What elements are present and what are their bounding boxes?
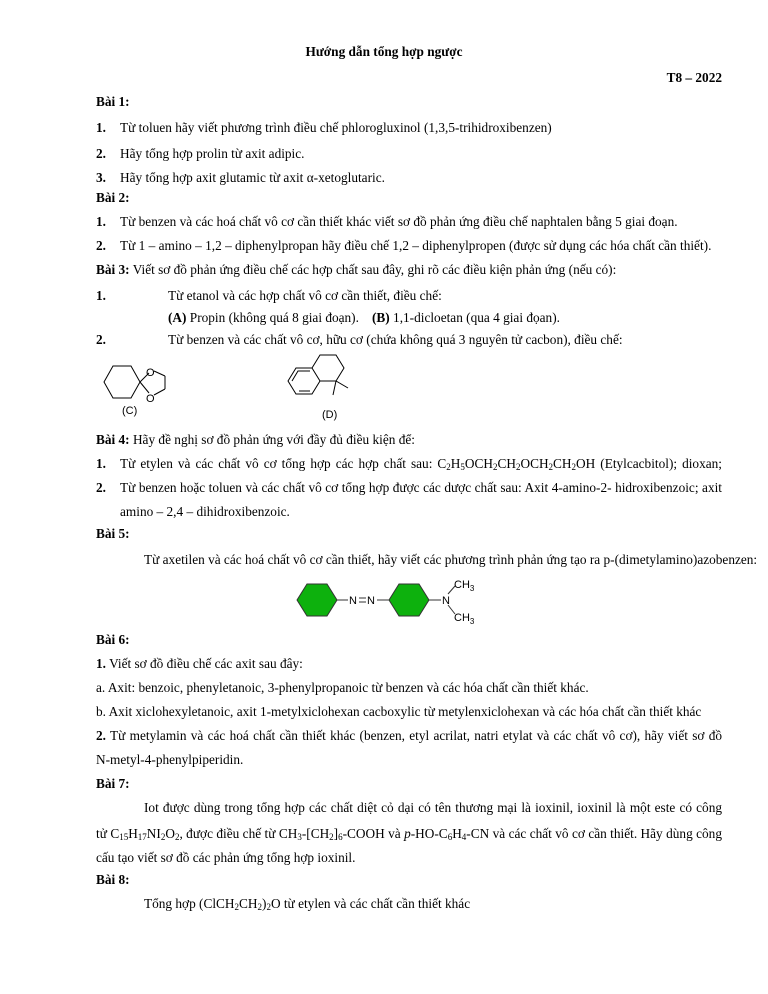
bai7-line1: Iot được dùng trong tổng hợp các chất diệt cỏ dại có tên thương mại là ioxinil, ioxinil là một este có công <box>144 800 722 815</box>
bai1-item1-number: 1. <box>96 120 106 135</box>
bai4-item2-line2: amino – 2,4 – dihidroxibenzoic. <box>120 504 290 519</box>
bai3-b-label: (B) <box>372 310 390 325</box>
structure-c-label: (C) <box>122 405 138 417</box>
bai6-item2-line1 <box>96 728 722 744</box>
bai7-heading: Bài 7: <box>96 776 130 791</box>
text-segment: -[CH <box>301 826 330 841</box>
subscript: 3 <box>297 832 302 842</box>
bai6-item2-line2: N-metyl-4-phenylpiperidin. <box>96 752 244 767</box>
text-segment: CH <box>497 456 516 471</box>
text-segment: ) <box>262 896 267 911</box>
subscript: 4 <box>461 832 467 842</box>
bai6-heading: Bài 6: <box>96 632 130 647</box>
bai3-item2: Từ benzen và các chất vô cơ, hữu cơ (chứa không quá 3 nguyên tử cacbon), điều chế: <box>168 332 623 347</box>
subscript: 2 <box>446 462 451 472</box>
azo-nitrogen-2: N <box>367 595 375 607</box>
bai1-item3-number: 3. <box>96 170 106 185</box>
methyl-top: $CH_3$ <box>454 579 475 593</box>
methyl-bottom: $CH_3$ <box>454 612 475 626</box>
bai4-item2-line1: Từ benzen hoặc toluen và các chất vô cơ tổng hợp được các dược chất sau: Axit 4-amino-2- hidroxibenzoic; axit <box>120 480 722 495</box>
structure-c-oxygen-bottom: O <box>146 393 155 405</box>
text-segment: Tổng hợp (ClCH <box>144 896 235 911</box>
subscript: 6 <box>447 832 453 842</box>
bai3-heading: Bài 3: <box>96 262 130 277</box>
bai2-item1-number: 1. <box>96 214 106 229</box>
structure-c-oxygen-top: O <box>146 367 155 379</box>
italic-segment: p <box>404 826 411 841</box>
bai8-text <box>144 896 470 912</box>
text-segment: OCH <box>464 456 493 471</box>
bai1-item2: Hãy tổng hợp prolin từ axit adipic. <box>120 146 305 161</box>
bai1-heading: Bài 1: <box>96 94 130 109</box>
bai1-item3: Hãy tổng hợp axit glutamic từ axit α-xetoglutaric. <box>120 170 385 185</box>
subscript: 2 <box>548 462 554 472</box>
amine-nitrogen: N <box>442 595 450 607</box>
structure-d-label: (D) <box>322 409 338 421</box>
subscript: 17 <box>137 832 147 842</box>
bai3-intro: Viết sơ đồ phản ứng điều chế các hợp chất sau đây, ghi rõ các điều kiện phản ứng (nếu có): <box>129 262 617 277</box>
text-segment: , được điều chế từ CH <box>179 826 298 841</box>
bai4-item1-number: 1. <box>96 456 106 471</box>
bai2-item2: Từ 1 – amino – 1,2 – diphenylpropan hãy điều chế 1,2 – diphenylpropen (được sử dụng các hóa chất cần thiết). <box>120 238 712 253</box>
text-segment: OH (Etylcacbitol); dioxan; <box>576 456 722 471</box>
bai3-item1: Từ etanol và các hợp chất vô cơ cần thiết, điều chế: <box>168 288 442 303</box>
subscript: 2 <box>234 902 240 912</box>
bai3-item1-number: 1. <box>96 288 106 303</box>
bai7-line3: cấu tạo viết sơ đồ các phản ứng tổng hợp ioxinil. <box>96 850 356 865</box>
bai3-b-text: 1,1-dicloetan (qua 4 giai đọan). <box>389 310 560 325</box>
bai3-a-text: Propin (không quá 8 giai đoạn). <box>186 310 359 325</box>
subscript: 2 <box>160 832 166 842</box>
bai2-item1: Từ benzen và các hoá chất vô cơ cần thiết khác viết sơ đồ phản ứng điều chế naphtalen bằng 5 giai đoạn. <box>120 214 678 229</box>
text-segment: OCH <box>520 456 549 471</box>
bai6-item1-number: 1. <box>96 656 106 671</box>
bai5-heading: Bài 5: <box>96 526 130 541</box>
text-segment: NI <box>146 826 161 841</box>
subscript: 2 <box>329 832 334 842</box>
subscript: 2 <box>515 462 521 472</box>
bai6-item-a: a. Axit: benzoic, phenyletanoic, 3-phenylpropanoic từ benzen và các hóa chất cần thiết khác. <box>96 680 589 695</box>
subscript: 2 <box>257 902 262 912</box>
bai6-item2-number: 2. <box>96 728 106 743</box>
bai4-intro: Hãy đề nghị sơ đồ phản ứng với đầy đủ điều kiện để: <box>129 432 415 447</box>
azo-nitrogen-1: N <box>349 595 357 607</box>
bai6-item2-text: Từ metylamin và các hoá chất cần thiết khác (benzen, etyl acrilat, natri etylat và các chất vô cơ), hãy viết sơ đồ <box>110 728 722 743</box>
text-segment: CH <box>553 456 572 471</box>
text-segment: O <box>165 826 175 841</box>
bai2-item2-number: 2. <box>96 238 106 253</box>
text-segment: tử C <box>96 826 120 841</box>
subscript: 2 <box>174 832 180 842</box>
bai1-item1: Từ toluen hãy viết phương trình điều chế phlorogluxinol (1,3,5-trihidroxibenzen) <box>120 120 552 135</box>
text-segment: -CN và các chất vô cơ cần thiết. Hãy dùng công <box>466 826 722 841</box>
bai6-item1: Viết sơ đồ điều chế các axit sau đây: <box>105 656 303 671</box>
subscript: 6 <box>338 832 343 842</box>
text-segment: CH <box>239 896 258 911</box>
subscript: 2 <box>266 902 271 912</box>
subscript: 2 <box>492 462 498 472</box>
text-segment: H <box>128 826 138 841</box>
text-segment: ] <box>333 826 339 841</box>
bai6-item-b: b. Axit xiclohexyletanoic, axit 1-metylxiclohexan cacboxylic từ metylenxiclohexan và các hóa chất cần thiết khác <box>96 704 702 719</box>
bai3-a-label: (A) <box>168 310 187 325</box>
bai3-item2-number: 2. <box>96 332 106 347</box>
subscript: 5 <box>460 462 465 472</box>
bai4-heading: Bài 4: <box>96 432 130 447</box>
text-segment: H <box>452 826 462 841</box>
bai7-line2 <box>96 826 722 842</box>
subscript: 2 <box>571 462 577 472</box>
document-title: Hướng dẫn tổng hợp ngược <box>305 44 463 59</box>
bai1-item2-number: 2. <box>96 146 106 161</box>
bai6-item1-line <box>96 656 303 672</box>
text-segment: O từ etylen và các chất cần thiết khác <box>270 896 471 911</box>
text-segment: H <box>450 456 461 471</box>
document-code: T8 – 2022 <box>666 70 722 85</box>
bai8-heading: Bài 8: <box>96 872 130 887</box>
subscript: 15 <box>119 832 129 842</box>
text-segment: -COOH và <box>342 826 405 841</box>
bai5-text: Từ axetilen và các hoá chất vô cơ cần thiết, hãy viết các phương trình phản ứng tạo ra p-(dimetylamino)azobenzen: <box>144 552 758 567</box>
bai4-item2-number: 2. <box>96 480 106 495</box>
bai2-heading: Bài 2: <box>96 190 130 205</box>
text-segment: Từ etylen và các chất vô cơ tổng hợp các hợp chất sau: C <box>120 456 447 471</box>
text-segment: -HO-C <box>410 826 448 841</box>
